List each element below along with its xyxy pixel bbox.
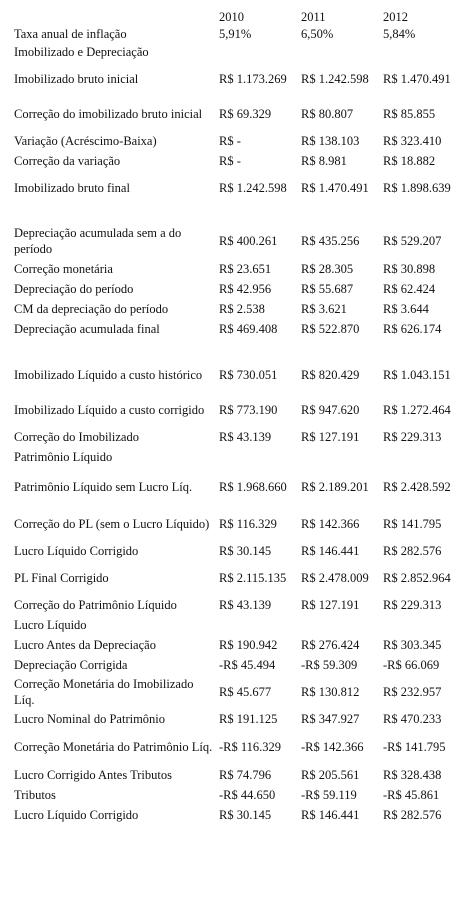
row-label: Tributos — [14, 788, 56, 802]
value-cell-2011: 6,50% — [301, 27, 334, 41]
value-cell-2010: -R$ 116.329 — [219, 740, 282, 754]
value-cell-2012: -R$ 45.861 — [383, 788, 440, 802]
value-cell-2012: R$ 1.043.151 — [383, 368, 451, 382]
value-cell-2012: 5,84% — [383, 27, 416, 41]
row-label: Correção do Patrimônio Líquido — [14, 598, 177, 612]
table-row — [0, 171, 463, 205]
value-cell-2012: R$ 303.345 — [383, 638, 442, 652]
value-cell-2012: R$ 626.174 — [383, 322, 442, 336]
value-cell-2012 — [381, 339, 463, 357]
value-cell-2011: R$ 127.191 — [301, 598, 360, 612]
table-body — [0, 25, 463, 825]
value-cell-2012: R$ 1.470.491 — [383, 72, 451, 86]
table-row — [0, 223, 463, 259]
value-cell-2012: R$ 470.233 — [383, 712, 442, 726]
row-label: Imobilizado Líquido a custo histórico — [14, 368, 203, 382]
table-row — [0, 279, 463, 299]
row-label: Lucro Nominal do Patrimônio — [14, 712, 166, 726]
value-cell-2010: R$ 2.115.135 — [219, 571, 287, 585]
table-row — [0, 675, 463, 709]
value-cell-2010: R$ 116.329 — [219, 517, 277, 531]
value-cell-2011: R$ 130.812 — [301, 685, 360, 699]
value-cell-2010: 5,91% — [219, 27, 252, 41]
value-cell-2010: R$ 45.677 — [219, 685, 272, 699]
value-cell-2010 — [217, 615, 299, 635]
row-label: Correção Monetária do Patrimônio Líq. — [14, 740, 213, 754]
value-cell-2010: R$ 190.942 — [219, 638, 278, 652]
value-cell-2010: R$ 2.538 — [219, 302, 265, 316]
table-row — [0, 729, 463, 765]
row-label: Correção do Imobilizado — [14, 430, 139, 444]
row-label: Depreciação acumulada final — [14, 322, 160, 336]
value-cell-2012: R$ 62.424 — [383, 282, 436, 296]
table-row — [0, 427, 463, 447]
row-label — [0, 205, 217, 223]
row-label: CM da depreciação do período — [14, 302, 169, 316]
table-row — [0, 467, 463, 507]
row-label: Patrimônio Líquido — [14, 450, 113, 464]
value-cell-2010 — [217, 205, 299, 223]
value-cell-2012: R$ 1.898.639 — [383, 181, 451, 195]
value-cell-2012 — [381, 43, 463, 61]
row-label: Depreciação do período — [14, 282, 134, 296]
year-header: 2010 — [219, 10, 244, 24]
value-cell-2011: -R$ 59.119 — [301, 788, 357, 802]
row-label: Imobilizado Líquido a custo corrigido — [14, 403, 205, 417]
value-cell-2011: R$ 80.807 — [301, 107, 354, 121]
value-cell-2010: R$ 469.408 — [219, 322, 278, 336]
value-cell-2010: R$ - — [219, 134, 241, 148]
value-cell-2010: R$ 191.125 — [219, 712, 278, 726]
value-cell-2011: R$ 28.305 — [301, 262, 354, 276]
value-cell-2011: R$ 435.256 — [301, 234, 360, 248]
row-label: Correção Monetária do Imobilizado Líq. — [14, 677, 194, 707]
row-label: Depreciação Corrigida — [14, 658, 128, 672]
value-cell-2011: R$ 138.103 — [301, 134, 360, 148]
row-label: Patrimônio Líquido sem Lucro Líq. — [14, 480, 193, 494]
value-cell-2012: -R$ 66.069 — [383, 658, 440, 672]
table-row — [0, 765, 463, 785]
value-cell-2011: R$ 127.191 — [301, 430, 360, 444]
year-header: 2011 — [301, 10, 326, 24]
value-cell-2010: R$ - — [219, 154, 241, 168]
table-row — [0, 97, 463, 131]
value-cell-2010: R$ 23.651 — [219, 262, 272, 276]
value-cell-2010: -R$ 44.650 — [219, 788, 276, 802]
table-row — [0, 205, 463, 223]
value-cell-2012: R$ 232.957 — [383, 685, 442, 699]
table-row — [0, 785, 463, 805]
table-row — [0, 561, 463, 595]
value-cell-2010 — [217, 447, 299, 467]
value-cell-2011 — [299, 447, 381, 467]
row-label: Correção do PL (sem o Lucro Líquido) — [14, 517, 210, 531]
value-cell-2012: R$ 1.272.464 — [383, 403, 451, 417]
row-label: Lucro Líquido — [14, 618, 87, 632]
value-cell-2011: R$ 522.870 — [301, 322, 360, 336]
row-label: Lucro Antes da Depreciação — [14, 638, 156, 652]
value-cell-2012: R$ 323.410 — [383, 134, 442, 148]
table-row — [0, 357, 463, 393]
value-cell-2011: R$ 205.561 — [301, 768, 360, 782]
table-row — [0, 655, 463, 675]
value-cell-2011: R$ 1.242.598 — [301, 72, 369, 86]
value-cell-2012: R$ 18.882 — [383, 154, 436, 168]
value-cell-2011: -R$ 59.309 — [301, 658, 358, 672]
value-cell-2011 — [299, 205, 381, 223]
row-label: Lucro Corrigido Antes Tributos — [14, 768, 172, 782]
row-label: Imobilizado bruto inicial — [14, 72, 139, 86]
value-cell-2012: R$ 229.313 — [383, 598, 442, 612]
value-cell-2010 — [217, 43, 299, 61]
header-empty-cell — [0, 0, 217, 25]
table-row — [0, 151, 463, 171]
value-cell-2011: R$ 146.441 — [301, 808, 360, 822]
value-cell-2011: R$ 2.478.009 — [301, 571, 369, 585]
value-cell-2010: R$ 1.968.660 — [219, 480, 287, 494]
table-row — [0, 61, 463, 97]
year-header-row — [0, 0, 463, 25]
row-label: Variação (Acréscimo-Baixa) — [14, 134, 157, 148]
value-cell-2010: R$ 400.261 — [219, 234, 278, 248]
value-cell-2011 — [299, 339, 381, 357]
value-cell-2012: R$ 282.576 — [383, 544, 442, 558]
value-cell-2011 — [299, 43, 381, 61]
table-row — [0, 339, 463, 357]
value-cell-2010: R$ 30.145 — [219, 808, 272, 822]
value-cell-2012: R$ 141.795 — [383, 517, 442, 531]
row-label: Correção monetária — [14, 262, 113, 276]
table-row — [0, 595, 463, 615]
value-cell-2010: R$ 773.190 — [219, 403, 278, 417]
row-label: Lucro Líquido Corrigido — [14, 808, 139, 822]
value-cell-2011: R$ 347.927 — [301, 712, 360, 726]
value-cell-2012: R$ 30.898 — [383, 262, 436, 276]
value-cell-2011: R$ 276.424 — [301, 638, 360, 652]
value-cell-2011: R$ 142.366 — [301, 517, 360, 531]
value-cell-2011 — [299, 615, 381, 635]
row-label: Lucro Líquido Corrigido — [14, 544, 139, 558]
value-cell-2012 — [381, 447, 463, 467]
year-header: 2012 — [383, 10, 408, 24]
table-row — [0, 299, 463, 319]
table-row — [0, 805, 463, 825]
value-cell-2011: R$ 55.687 — [301, 282, 354, 296]
value-cell-2011: R$ 146.441 — [301, 544, 360, 558]
value-cell-2012 — [381, 205, 463, 223]
value-cell-2011: R$ 8.981 — [301, 154, 347, 168]
value-cell-2010: R$ 1.242.598 — [219, 181, 287, 195]
row-label: Correção da variação — [14, 154, 121, 168]
value-cell-2010: R$ 42.956 — [219, 282, 272, 296]
value-cell-2012: -R$ 141.795 — [383, 740, 446, 754]
table-row — [0, 259, 463, 279]
table-row — [0, 541, 463, 561]
value-cell-2012: R$ 328.438 — [383, 768, 442, 782]
value-cell-2011: R$ 3.621 — [301, 302, 347, 316]
value-cell-2012: R$ 2.428.592 — [383, 480, 451, 494]
value-cell-2010: R$ 43.139 — [219, 598, 272, 612]
value-cell-2012 — [381, 615, 463, 635]
value-cell-2010: R$ 30.145 — [219, 544, 272, 558]
value-cell-2012: R$ 3.644 — [383, 302, 429, 316]
value-cell-2012: R$ 229.313 — [383, 430, 442, 444]
row-label: Depreciação acumulada sem a do período — [14, 226, 182, 256]
table-row — [0, 319, 463, 339]
row-label: Correção do imobilizado bruto inicial — [14, 107, 203, 121]
row-label: Imobilizado bruto final — [14, 181, 130, 195]
value-cell-2011: R$ 820.429 — [301, 368, 360, 382]
table-row — [0, 635, 463, 655]
table-row — [0, 131, 463, 151]
value-cell-2011: -R$ 142.366 — [301, 740, 364, 754]
table-row — [0, 43, 463, 61]
row-label — [0, 339, 217, 357]
value-cell-2011: R$ 1.470.491 — [301, 181, 369, 195]
row-label: PL Final Corrigido — [14, 571, 109, 585]
value-cell-2010: R$ 69.329 — [219, 107, 272, 121]
value-cell-2011: R$ 947.620 — [301, 403, 360, 417]
value-cell-2010: R$ 43.139 — [219, 430, 272, 444]
value-cell-2012: R$ 85.855 — [383, 107, 436, 121]
table-row — [0, 709, 463, 729]
value-cell-2012: R$ 2.852.964 — [383, 571, 451, 585]
value-cell-2010: R$ 74.796 — [219, 768, 272, 782]
table-row — [0, 25, 463, 43]
table-row — [0, 615, 463, 635]
row-label: Imobilizado e Depreciação — [14, 45, 149, 59]
value-cell-2010 — [217, 339, 299, 357]
table-row — [0, 393, 463, 427]
value-cell-2011: R$ 2.189.201 — [301, 480, 369, 494]
row-label: Taxa anual de inflação — [14, 27, 127, 41]
table-row — [0, 447, 463, 467]
value-cell-2010: R$ 1.173.269 — [219, 72, 287, 86]
value-cell-2010: R$ 730.051 — [219, 368, 278, 382]
value-cell-2012: R$ 282.576 — [383, 808, 442, 822]
value-cell-2010: -R$ 45.494 — [219, 658, 276, 672]
value-cell-2012: R$ 529.207 — [383, 234, 442, 248]
table-row — [0, 507, 463, 541]
